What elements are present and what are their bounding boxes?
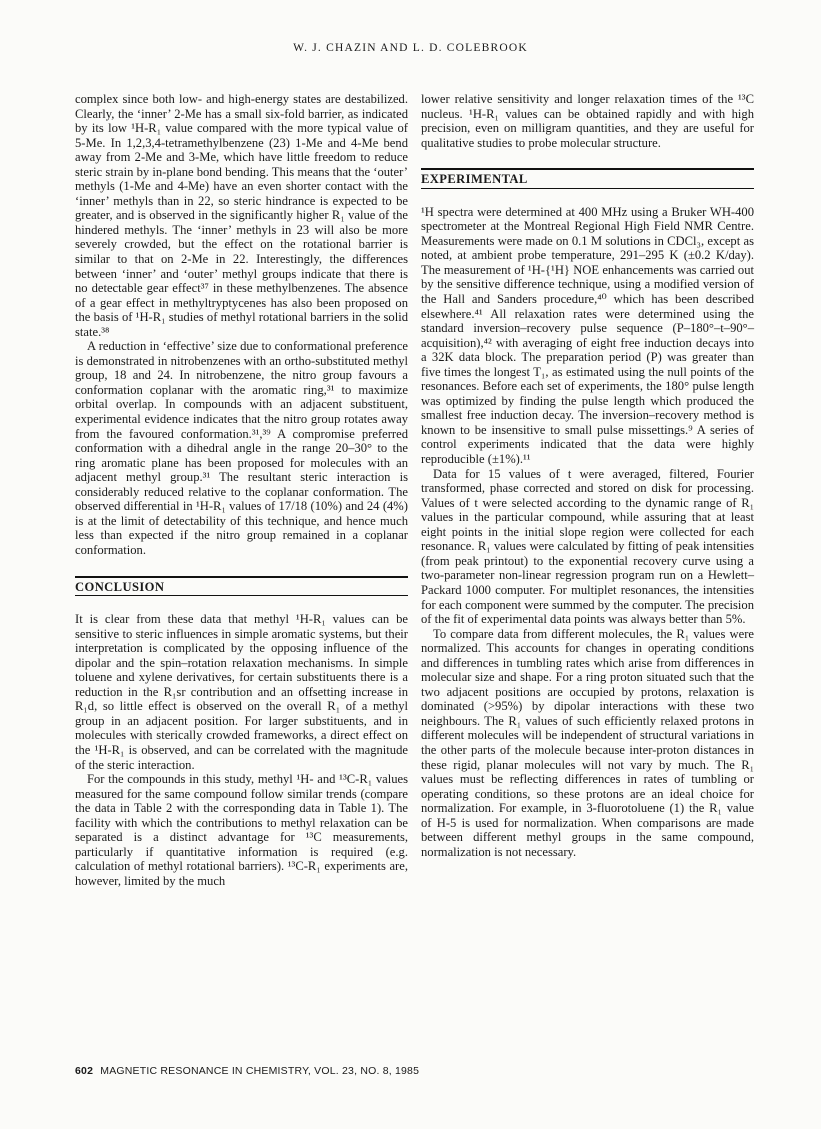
page-footer	[75, 1065, 419, 1077]
paragraph: Data for 15 values of t were averaged, filtered, Fourier transformed, phase corrected and stored on disk for processing. Values of t were selected according to the dynamic range of R₁ values in the particular compound, while assuring that at least eight points in the initial slope region were collected for each resonance. R₁ values were calculated by fitting of peak intensities (from peak printout) to the exponential recovery curve using a two-parameter non-linear regression program run on a Hewlett–Packard 1000 computer. For multiplet resonances, the intensities for each component were summed by the computer. The precision of the fit of experimental data points was always better than 5%.	[421, 466, 754, 627]
right-column	[421, 92, 754, 859]
paragraph: To compare data from different molecules, the R₁ values were normalized. This accounts for changes in operating conditions and differences in tumbling rates which arise from differences in molecular size and shape. For a ring proton situated such that the two adjacent positions are occupied by protons, relaxation is dominated (>95%) by dipolar interactions with these two neighbours. The R₁ values of such efficiently relaxed protons in different molecules will be independent of structural variations in the other parts of the molecule because inter-proton distances in these rigid, planar molecules will not vary by much. The R₁ values must be reflecting differences in rates of tumbling or operating conditions, so these protons are an ideal choice for normalization. For example, in 3-fluorotoluene (1) the R₁ value of H-5 is used for normalization. When comparisons are made between different methyl groups in the same compound, normalization is not necessary.	[421, 626, 754, 859]
paragraph: lower relative sensitivity and longer relaxation times of the ¹³C nucleus. ¹H-R₁ values can be obtained rapidly and with high precision, even on milligram quantities, and they are useful for qualitative studies to probe molecular structure.	[421, 92, 754, 150]
running-head: W. J. CHAZIN AND L. D. COLEBROOK	[293, 42, 528, 54]
section-heading: CONCLUSION	[75, 580, 164, 597]
paragraph: A reduction in ‘effective’ size due to conformational preference is demonstrated in nitrobenzenes with an ortho-substituted methyl group, 18 and 24. In nitrobenzene, the nitro group favours a conformation coplanar with the aromatic ring,³¹ to maximize orbital overlap. In compounds with an adjacent substituent, experimental evidence indicates that the nitro group rotates away from the favoured conformation.³¹,³⁹ A compromise preferred conformation with a dihedral angle in the range 20–30° to the ring aromatic plane has been proposed for molecules with an adjacent methyl group.³¹ The resultant steric interaction is considerably reduced relative to the coplanar conformation. The observed differential in ¹H-R₁ values of 17/18 (10%) and 24 (4%) is at the limit of detectability of this technique, and hence much less than expected if the nitro group remained in a coplanar conformation.	[75, 339, 408, 557]
page-number: 602	[75, 1065, 94, 1077]
paragraph: complex since both low- and high-energy states are destabilized. Clearly, the ‘inner’ 2-Me has a small six-fold barrier, as indicated by its low ¹H-R₁ value compared with the more typical value of 5-Me. In 1,2,3,4-tetramethylbenzene (23) 1-Me and 4-Me bend away from 2-Me and 3-Me, which have little freedom to reduce steric strain by in-plane bond bending. This means that the ‘outer’ methyls (1-Me and 4-Me) have an even shorter contact with the ‘inner’ methyls than in 22, so steric hindrance is expected to be greater, and is observed in the significantly higher R₁ value of the hindered methyls. The ‘inner’ methyls in 23 will also be more severely crowded, but the effect on the rotational barrier is similar to that on 2-Me in 22. Interestingly, the differences between ‘inner’ and ‘outer’ methyl groups indicate that there is no detectable gear effect³⁷ in these methylbenzenes. The absence of a gear effect in methyltryptycenes has also been proposed on the basis of ¹H-R₁ studies of methyl rotational barriers in the solid state.³⁸	[75, 92, 408, 339]
paragraph: For the compounds in this study, methyl ¹H- and ¹³C-R₁ values measured for the same compound follow similar trends (compare the data in Table 2 with the corresponding data in Table 1). The facility with which the contributions to methyl relaxation can be separated is a distinct advantage for ¹³C measurements, particularly if quantitative information is required (e.g. calculation of methyl rotational barriers). ¹³C-R₁ experiments are, however, limited by the much	[75, 772, 408, 888]
left-column	[75, 92, 408, 888]
conclusion-section-header	[75, 576, 408, 597]
paragraph: It is clear from these data that methyl ¹H-R₁ values can be sensitive to steric influences in simple aromatic systems, but their interpretation is complicated by the opposing influence of the dipolar and the spin–rotation relaxation mechanisms. In simple toluene and xylene derivatives, for certain substituents there is a reduction in the R₁sr contribution and an offsetting increase in R₁d, so little effect is observed on the overall R₁ of a methyl group in an adjacent position. For larger substituents, and in molecules with sterically crowded frameworks, a direct effect on the ¹H-R₁ is observed, and can be correlated with the magnitude of the steric interaction.	[75, 612, 408, 772]
section-heading: EXPERIMENTAL	[421, 172, 528, 189]
paragraph: ¹H spectra were determined at 400 MHz using a Bruker WH-400 spectrometer at the Montreal Regional High Field NMR Centre. Measurements were made on 0.1 M solutions in CDCl₃, except as noted, at ambient probe temperature, 291–295 K (±0.2 K/day). The measurement of ¹H-{¹H} NOE enhancements was carried out by the sensitive difference technique, using a modified version of the Hall and Sanders procedure,⁴⁰ which has been described elsewhere.⁴¹ All relaxation rates were determined using the standard inversion–recovery pulse sequence (P–180°–t–90°–acquisition),⁴² with averaging of eight free induction decays into a 32K data block. The preparation period (P) was greater than five times the longest T₁, as estimated using the null points of the resonances. Before each set of experiments, the 180° pulse length was optimized by finding the pulse length which produced the smallest free induction decay. The inversion–recovery method is known to be insensitive to small pulse missettings.⁹ A series of control experiments indicated that the data were highly reproducible (±1%).¹¹	[421, 204, 754, 467]
journal-citation: MAGNETIC RESONANCE IN CHEMISTRY, VOL. 23, NO. 8, 1985	[100, 1065, 420, 1077]
experimental-section-header	[421, 168, 754, 189]
